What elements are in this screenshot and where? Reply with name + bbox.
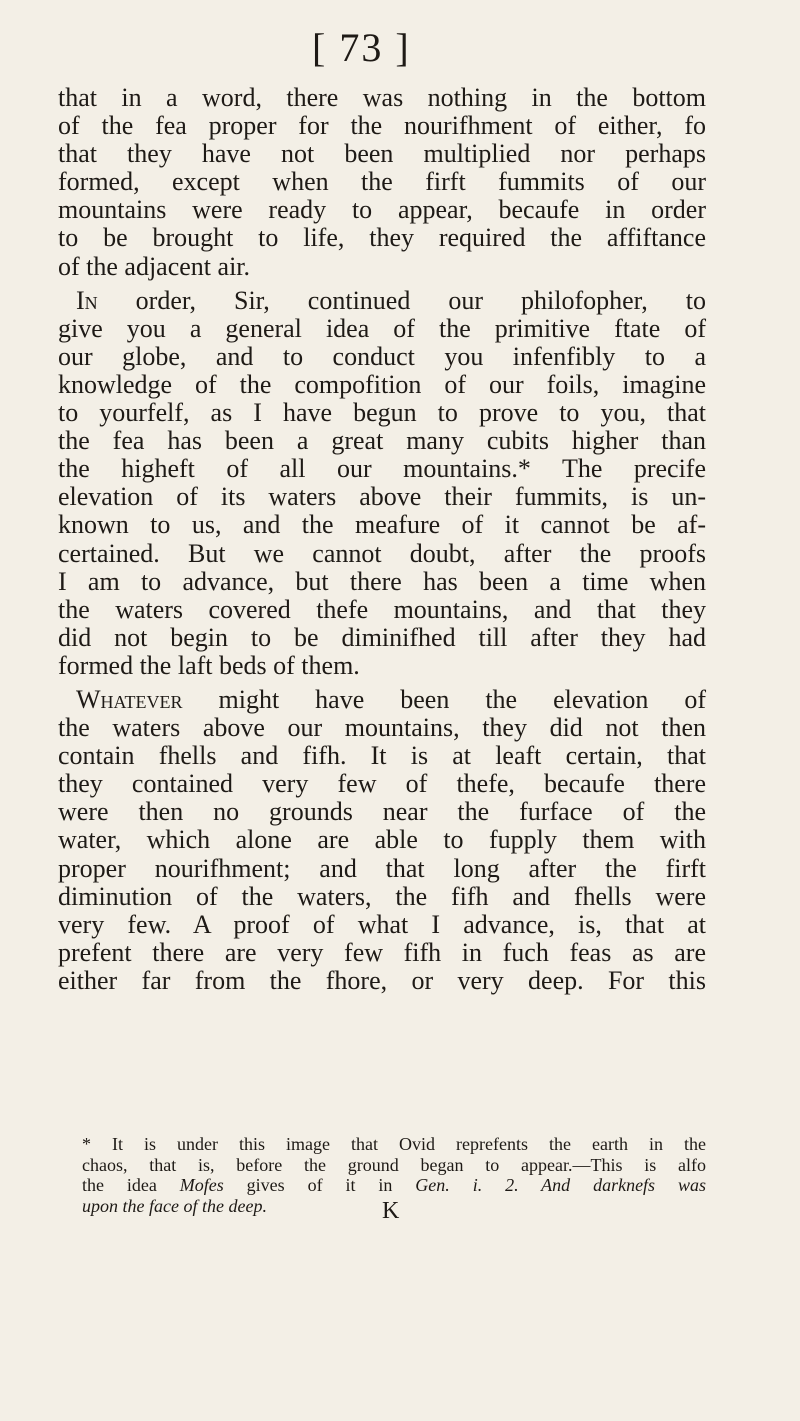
text-line: elevation of its waters above their fummits, is un- (58, 482, 706, 512)
text-line (58, 287, 706, 315)
text-line: that they have not been multiplied nor perhaps (58, 139, 706, 169)
footnote-name: Mofes (179, 1175, 224, 1195)
text-line: give you a general idea of the primitive ftate of (58, 313, 706, 343)
text-fragment: might have been the elevation of (182, 684, 706, 714)
text-line: the higheft of all our mountains.* The precife (58, 454, 706, 484)
footnote-quote: And darknefs was (518, 1175, 706, 1195)
text-line: formed the laft beds of them. (58, 650, 360, 680)
text-line: either far from the fhore, or very deep. For this (58, 965, 706, 995)
text-line: very few. A proof of what I advance, is, that at (58, 909, 706, 939)
text-line: prefent there are very few fifh in fuch feas as are (58, 937, 706, 967)
footnote-reference: Gen. i. 2. (415, 1175, 519, 1195)
text-line: proper nourifhment; and that long after the firft (58, 853, 706, 883)
footnote-line: chaos, that is, before the ground began to appear.—This is alfo (82, 1154, 706, 1175)
text-line: were then no grounds near the furface of the (58, 797, 706, 827)
text-line: to be brought to life, they required the affiftance (58, 223, 706, 253)
text-line: diminution of the waters, the fifh and fhells were (58, 881, 706, 911)
text-line: the fea has been a great many cubits higher than (58, 426, 706, 456)
paragraph-lead-word: In (76, 285, 98, 315)
text-line: of the fea proper for the nourifhment of either, fo (58, 111, 706, 141)
footnote-line: * It is under this image that Ovid reprefents the earth in the (82, 1134, 706, 1154)
text-line: certained. But we cannot doubt, after the proofs (58, 538, 706, 568)
text-line: I am to advance, but there has been a time when (58, 566, 706, 596)
footnote-line (82, 1175, 706, 1196)
text-line: formed, except when the firft fummits of our (58, 167, 706, 197)
text-line: contain fhells and fifh. It is at leaft certain, that (58, 741, 706, 771)
text-line: our globe, and to conduct you infenfibly to a (58, 341, 706, 371)
paragraph-lead-word: Whatever (76, 684, 183, 714)
text-line: to yourfelf, as I have begun to prove to you, that (58, 398, 706, 428)
text-line: water, which alone are able to fupply them with (58, 825, 706, 855)
text-line: the waters covered thefe mountains, and that they (58, 594, 706, 624)
text-line: of the adjacent air. (58, 251, 251, 281)
text-fragment: order, Sir, continued our philofopher, to (97, 285, 706, 315)
text-line: mountains were ready to appear, becaufe in order (58, 195, 706, 225)
text-line: known to us, and the meafure of it cannot be af- (58, 510, 706, 540)
text-line: they contained very few of thefe, becaufe there (58, 769, 706, 799)
paragraph-3 (58, 686, 706, 995)
text-line: did not begin to be diminifhed till after they had (58, 622, 706, 652)
paragraph-2 (58, 287, 706, 680)
text-line: the waters above our mountains, they did not then (58, 713, 706, 743)
page-number: [ 73 ] (312, 25, 411, 70)
text-line: that in a word, there was nothing in the bottom (58, 83, 706, 112)
footnote-fragment: gives of it in (223, 1175, 416, 1195)
text-line (58, 686, 706, 714)
signature-mark: K (382, 1198, 400, 1224)
footnote-line: upon the face of the deep. (82, 1195, 267, 1216)
text-line: knowledge of the compofition of our foils, imagine (58, 369, 706, 399)
footnote-fragment: the idea (82, 1175, 180, 1195)
paragraph-1 (58, 84, 706, 281)
body-text (58, 84, 706, 995)
